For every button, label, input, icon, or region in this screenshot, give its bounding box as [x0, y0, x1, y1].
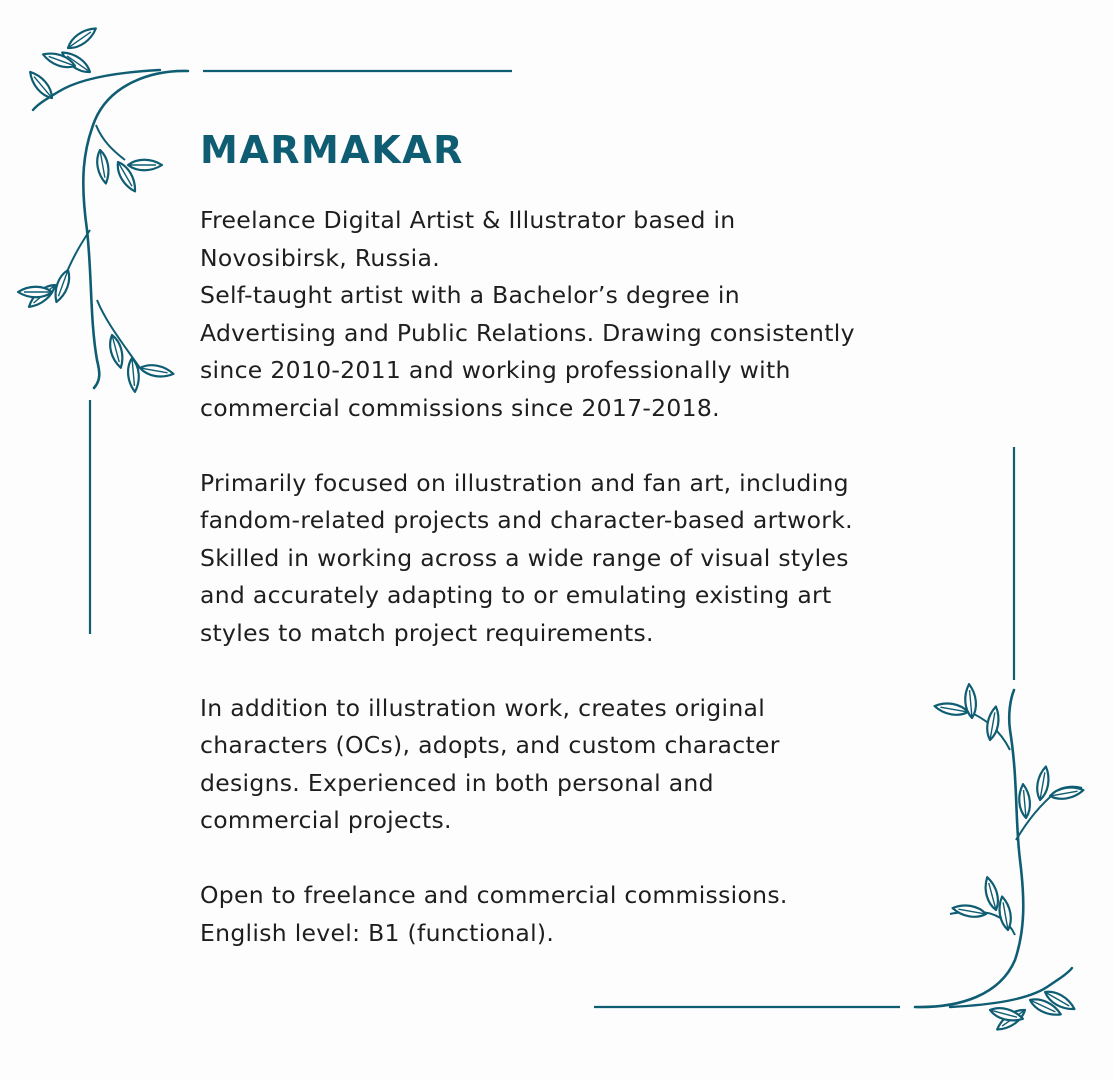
artist-name: MARMAKAR: [200, 128, 464, 172]
bio-line: commercial projects.: [200, 806, 452, 834]
bio-line: In addition to illustration work, creates original: [200, 693, 766, 722]
bio-line: commercial commissions since 2017-2018.: [200, 393, 720, 422]
bio-paragraph-intro: [200, 202, 1000, 427]
bio-line: Freelance Digital Artist & Illustrator based in: [200, 206, 736, 234]
bio-line: characters (OCs), adopts, and custom character: [200, 731, 780, 759]
bio-section: [200, 202, 1000, 952]
bio-line: Primarily focused on illustration and fan art, including: [200, 468, 849, 497]
leafy-vine-ornament-top-left: [18, 24, 188, 392]
bio-line: Skilled in working across a wide range of visual styles: [200, 543, 849, 572]
bio-line: Open to freelance and commercial commissions.: [200, 881, 788, 909]
bio-line: Advertising and Public Relations. Drawing consistently: [200, 318, 855, 347]
bio-paragraph-characters: [200, 690, 1000, 840]
bio-line: Novosibirsk, Russia.: [200, 243, 440, 272]
bio-paragraph-availability: [200, 877, 1000, 952]
bio-line: and accurately adapting to or emulating existing art: [200, 581, 832, 609]
bio-paragraph-focus: [200, 465, 1000, 653]
bio-line: Self-taught artist with a Bachelor’s degree in: [200, 281, 740, 309]
bio-line: English level: B1 (functional).: [200, 918, 555, 947]
bio-line: fandom-related projects and character-based artwork.: [200, 506, 853, 534]
bio-line: designs. Experienced in both personal and: [200, 768, 714, 797]
bio-line: since 2010-2011 and working professionally with: [200, 356, 791, 384]
bio-line: styles to match project requirements.: [200, 618, 654, 647]
